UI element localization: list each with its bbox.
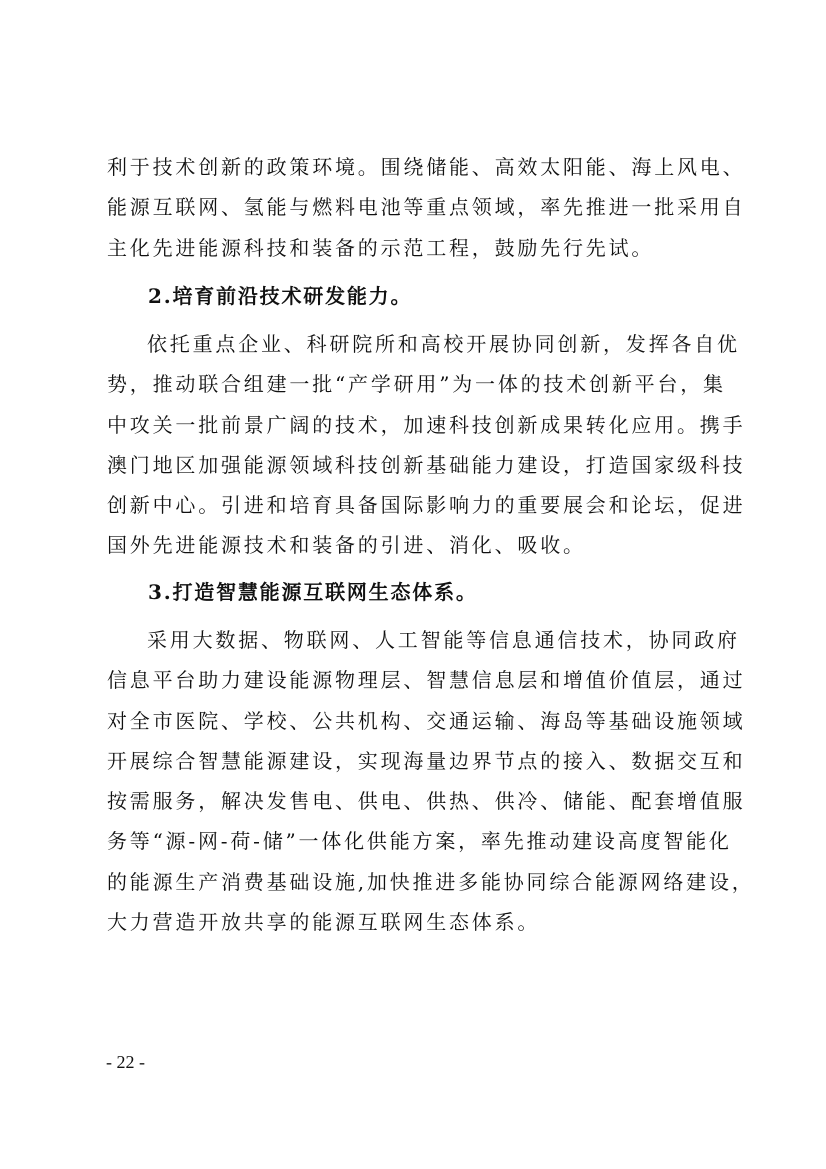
paragraph-line: 按需服务，解决发售电、供电、供热、供冷、储能、配套增值服 [107, 789, 746, 814]
section-heading-2: 2.培育前沿技术研发能力。 [148, 284, 413, 308]
paragraph-line: 国外先进能源技术和装备的引进、消化、吸收。 [107, 533, 586, 558]
page-number: - 22 - [106, 1052, 145, 1072]
paragraph-line: 的能源生产消费基础设施,加快推进多能协同综合能源网络建设， [107, 869, 755, 894]
paragraph-line: 主化先进能源科技和装备的示范工程，鼓励先行先试。 [107, 235, 655, 260]
paragraph-line: 大力营造开放共享的能源互联网生态体系。 [107, 910, 541, 935]
paragraph-smart-energy [107, 620, 755, 942]
paragraph-line: 对全市医院、学校、公共机构、交通运输、海岛等基础设施领域 [107, 708, 746, 733]
paragraph-policy-environment [107, 147, 746, 268]
paragraph-line: 依托重点企业、科研院所和高校开展协同创新，发挥各自优 [147, 332, 740, 356]
paragraph-line: 信息平台助力建设能源物理层、智慧信息层和增值价值层，通过 [107, 668, 746, 693]
paragraph-line: 澳门地区加强能源领域科技创新基础能力建设，打造国家级科技 [107, 452, 746, 477]
paragraph-line: 开展综合智慧能源建设，实现海量边界节点的接入、数据交互和 [107, 748, 746, 773]
section-heading-3: 3.打造智慧能源互联网生态体系。 [148, 580, 478, 604]
paragraph-line: 创新中心。引进和培育具备国际影响力的重要展会和论坛，促进 [107, 493, 746, 518]
paragraph-line: 势，推动联合组建一批“产学研用”为一体的技术创新平台，集 [107, 372, 726, 397]
paragraph-line: 能源互联网、氢能与燃料电池等重点领域，率先推进一批采用自 [107, 195, 746, 220]
paragraph-rd-capability [107, 324, 746, 566]
paragraph-line: 利于技术创新的政策环境。围绕储能、高效太阳能、海上风电、 [107, 155, 746, 179]
paragraph-line: 采用大数据、物联网、人工智能等信息通信技术，协同政府 [147, 628, 740, 652]
paragraph-line: 中攻关一批前景广阔的技术，加速科技创新成果转化应用。携手 [107, 412, 746, 437]
paragraph-line: 务等“源-网-荷-储”一体化供能方案，率先推动建设高度智能化 [107, 829, 732, 854]
